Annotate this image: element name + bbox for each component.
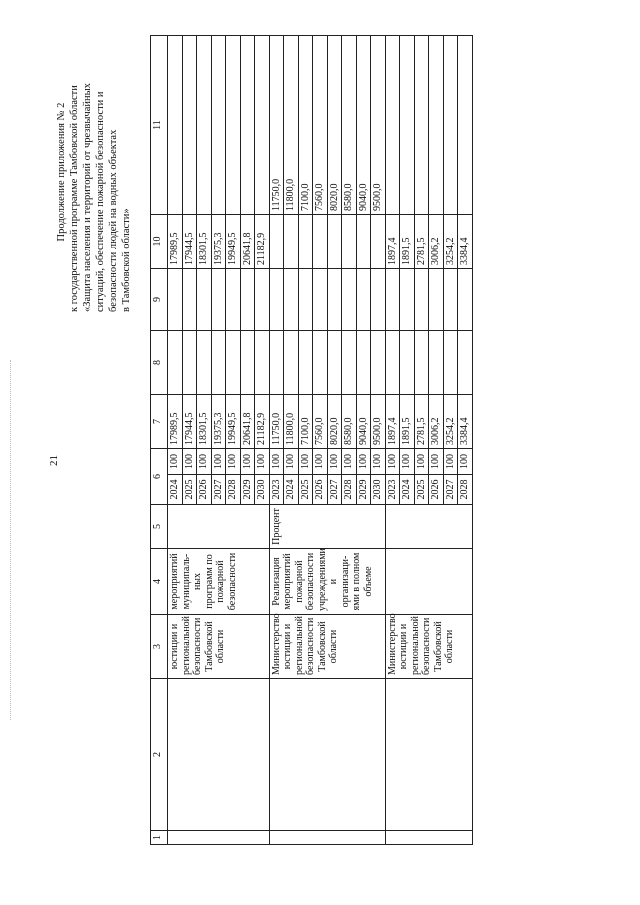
year-cell: 2027 <box>327 475 342 505</box>
col9-cell <box>371 269 386 331</box>
col8-cell <box>414 331 429 395</box>
col11-cell: 9040,0 <box>356 36 371 215</box>
responsible-executor-cell: юстиции и региональной безопасности Тамбовской области <box>168 615 270 679</box>
col9-cell <box>284 269 299 331</box>
col9-cell <box>356 269 371 331</box>
col9-cell <box>168 269 183 331</box>
total-cell: 3006,2 <box>429 395 444 449</box>
col9-cell <box>240 269 255 331</box>
program-table-container <box>150 35 630 845</box>
percent-cell: 100 <box>356 449 371 475</box>
year-cell: 2028 <box>342 475 357 505</box>
total-cell: 3384,4 <box>458 395 473 449</box>
col8-cell <box>197 331 212 395</box>
col11-cell: 11750,0 <box>269 36 284 215</box>
year-cell: 2025 <box>182 475 197 505</box>
col9-cell <box>414 269 429 331</box>
total-cell: 18301,5 <box>197 395 212 449</box>
page-number: 21 <box>48 455 60 466</box>
percent-cell: 100 <box>342 449 357 475</box>
year-cell: 2029 <box>356 475 371 505</box>
column-header: 6 <box>151 449 168 505</box>
margin-stamp-line <box>10 360 13 720</box>
col11-cell: 11800,0 <box>284 36 299 215</box>
percent-cell: 100 <box>182 449 197 475</box>
col11-cell <box>255 36 270 215</box>
col8-cell <box>182 331 197 395</box>
year-cell: 2030 <box>255 475 270 505</box>
cell-col2 <box>168 679 270 831</box>
col10-cell: 21182,9 <box>255 215 270 269</box>
total-cell: 7100,0 <box>298 395 313 449</box>
column-header: 7 <box>151 395 168 449</box>
year-cell: 2029 <box>240 475 255 505</box>
col10-cell: 17989,5 <box>168 215 183 269</box>
col9-cell <box>327 269 342 331</box>
col8-cell <box>240 331 255 395</box>
col10-cell: 17944,5 <box>182 215 197 269</box>
percent-cell: 100 <box>168 449 183 475</box>
column-header: 8 <box>151 331 168 395</box>
percent-cell: 100 <box>400 449 415 475</box>
col10-cell: 20641,8 <box>240 215 255 269</box>
program-table-body <box>168 36 473 845</box>
cell-col1 <box>269 831 385 845</box>
total-cell: 19375,3 <box>211 395 226 449</box>
percent-cell: 100 <box>385 449 400 475</box>
header-line: безопасности людей на водных объектах <box>108 129 119 312</box>
col8-cell <box>211 331 226 395</box>
col10-cell <box>284 215 299 269</box>
unit-cell <box>385 505 472 549</box>
column-number-row <box>151 36 168 845</box>
total-cell: 9500,0 <box>371 395 386 449</box>
col11-cell <box>385 36 400 215</box>
col9-cell <box>385 269 400 331</box>
col9-cell <box>226 269 241 331</box>
col11-cell <box>458 36 473 215</box>
col8-cell <box>255 331 270 395</box>
col10-cell <box>327 215 342 269</box>
responsible-executor-cell: Министерство юстиции и региональной безопасности Тамбовской области <box>269 615 385 679</box>
col8-cell <box>313 331 328 395</box>
header-line: к государственной программе Тамбовской области <box>69 85 80 312</box>
col11-cell <box>240 36 255 215</box>
col11-cell <box>400 36 415 215</box>
col11-cell: 9500,0 <box>371 36 386 215</box>
percent-cell: 100 <box>211 449 226 475</box>
percent-cell: 100 <box>255 449 270 475</box>
col9-cell <box>429 269 444 331</box>
col11-cell <box>168 36 183 215</box>
col8-cell <box>342 331 357 395</box>
percent-cell: 100 <box>371 449 386 475</box>
col10-cell <box>313 215 328 269</box>
col9-cell <box>313 269 328 331</box>
col9-cell <box>255 269 270 331</box>
year-cell: 2025 <box>298 475 313 505</box>
program-table <box>150 35 473 845</box>
col8-cell <box>168 331 183 395</box>
col11-cell: 8020,0 <box>327 36 342 215</box>
year-cell: 2024 <box>168 475 183 505</box>
percent-cell: 100 <box>240 449 255 475</box>
cell-col1 <box>385 831 472 845</box>
appendix-header <box>55 32 133 312</box>
total-cell: 21182,9 <box>255 395 270 449</box>
col8-cell <box>429 331 444 395</box>
percent-cell: 100 <box>298 449 313 475</box>
col8-cell <box>385 331 400 395</box>
col10-cell <box>342 215 357 269</box>
col9-cell <box>443 269 458 331</box>
col9-cell <box>197 269 212 331</box>
year-cell: 2025 <box>414 475 429 505</box>
table-row <box>168 36 183 845</box>
col10-cell: 3384,4 <box>458 215 473 269</box>
header-line: «Защита населения и территорий от чрезвычайных <box>82 83 93 312</box>
total-cell: 9040,0 <box>356 395 371 449</box>
col10-cell: 3006,2 <box>429 215 444 269</box>
total-cell: 7560,0 <box>313 395 328 449</box>
col11-cell <box>211 36 226 215</box>
col9-cell <box>298 269 313 331</box>
cell-col2 <box>269 679 385 831</box>
col9-cell <box>182 269 197 331</box>
col10-cell <box>356 215 371 269</box>
year-cell: 2024 <box>400 475 415 505</box>
col8-cell <box>226 331 241 395</box>
col11-cell <box>197 36 212 215</box>
col10-cell <box>269 215 284 269</box>
col10-cell: 1891,5 <box>400 215 415 269</box>
col8-cell <box>443 331 458 395</box>
col11-cell: 7560,0 <box>313 36 328 215</box>
total-cell: 11750,0 <box>269 395 284 449</box>
total-cell: 17944,5 <box>182 395 197 449</box>
col9-cell <box>400 269 415 331</box>
col10-cell <box>298 215 313 269</box>
total-cell: 1891,5 <box>400 395 415 449</box>
col8-cell <box>458 331 473 395</box>
col11-cell: 8580,0 <box>342 36 357 215</box>
col11-cell: 7100,0 <box>298 36 313 215</box>
year-cell: 2026 <box>429 475 444 505</box>
total-cell: 19949,5 <box>226 395 241 449</box>
cell-col1 <box>168 831 270 845</box>
total-cell: 8580,0 <box>342 395 357 449</box>
year-cell: 2027 <box>443 475 458 505</box>
header-line: в Тамбовской области» <box>121 208 132 312</box>
indicator-name-cell <box>385 549 472 615</box>
column-header: 5 <box>151 505 168 549</box>
column-header: 11 <box>151 36 168 215</box>
percent-cell: 100 <box>313 449 328 475</box>
year-cell: 2023 <box>269 475 284 505</box>
col8-cell <box>400 331 415 395</box>
percent-cell: 100 <box>327 449 342 475</box>
col10-cell: 19375,3 <box>211 215 226 269</box>
total-cell: 2781,5 <box>414 395 429 449</box>
responsible-executor-cell: Министерство юстиции и региональной безопасности Тамбовской области <box>385 615 472 679</box>
col9-cell <box>342 269 357 331</box>
percent-cell: 100 <box>269 449 284 475</box>
year-cell: 2028 <box>458 475 473 505</box>
col8-cell <box>356 331 371 395</box>
total-cell: 8020,0 <box>327 395 342 449</box>
col10-cell: 2781,5 <box>414 215 429 269</box>
percent-cell: 100 <box>226 449 241 475</box>
col9-cell <box>269 269 284 331</box>
col10-cell: 1897,4 <box>385 215 400 269</box>
column-header: 3 <box>151 615 168 679</box>
year-cell: 2026 <box>313 475 328 505</box>
cell-col2 <box>385 679 472 831</box>
percent-cell: 100 <box>414 449 429 475</box>
col8-cell <box>371 331 386 395</box>
total-cell: 17989,5 <box>168 395 183 449</box>
indicator-name-cell: Реализация мероприятий пожарной безопасности учреждениями и организаци-ями в полном объеме <box>269 549 385 615</box>
col9-cell <box>458 269 473 331</box>
column-header: 1 <box>151 831 168 845</box>
unit-cell <box>168 505 270 549</box>
col10-cell: 19949,5 <box>226 215 241 269</box>
col8-cell <box>284 331 299 395</box>
percent-cell: 100 <box>429 449 444 475</box>
col10-cell: 3254,2 <box>443 215 458 269</box>
year-cell: 2027 <box>211 475 226 505</box>
table-row <box>385 36 400 845</box>
col11-cell <box>226 36 241 215</box>
percent-cell: 100 <box>458 449 473 475</box>
column-header: 9 <box>151 269 168 331</box>
header-line: ситуаций, обеспечение пожарной безопасности и <box>95 91 106 312</box>
col11-cell <box>443 36 458 215</box>
total-cell: 3254,2 <box>443 395 458 449</box>
column-header: 2 <box>151 679 168 831</box>
percent-cell: 100 <box>197 449 212 475</box>
total-cell: 1897,4 <box>385 395 400 449</box>
col11-cell <box>414 36 429 215</box>
col10-cell <box>371 215 386 269</box>
year-cell: 2026 <box>197 475 212 505</box>
col9-cell <box>211 269 226 331</box>
col10-cell: 18301,5 <box>197 215 212 269</box>
col11-cell <box>429 36 444 215</box>
year-cell: 2024 <box>284 475 299 505</box>
unit-cell: Процент <box>269 505 385 549</box>
indicator-name-cell: мероприятий муниципаль-ных программ по пожарной безопасности <box>168 549 270 615</box>
col11-cell <box>182 36 197 215</box>
total-cell: 11800,0 <box>284 395 299 449</box>
year-cell: 2030 <box>371 475 386 505</box>
total-cell: 20641,8 <box>240 395 255 449</box>
col8-cell <box>327 331 342 395</box>
appendix-title: Продолжение приложения № 2 <box>56 102 67 242</box>
col8-cell <box>269 331 284 395</box>
year-cell: 2023 <box>385 475 400 505</box>
column-header: 10 <box>151 215 168 269</box>
percent-cell: 100 <box>284 449 299 475</box>
percent-cell: 100 <box>443 449 458 475</box>
table-row <box>269 36 284 845</box>
column-header: 4 <box>151 549 168 615</box>
year-cell: 2028 <box>226 475 241 505</box>
col8-cell <box>298 331 313 395</box>
